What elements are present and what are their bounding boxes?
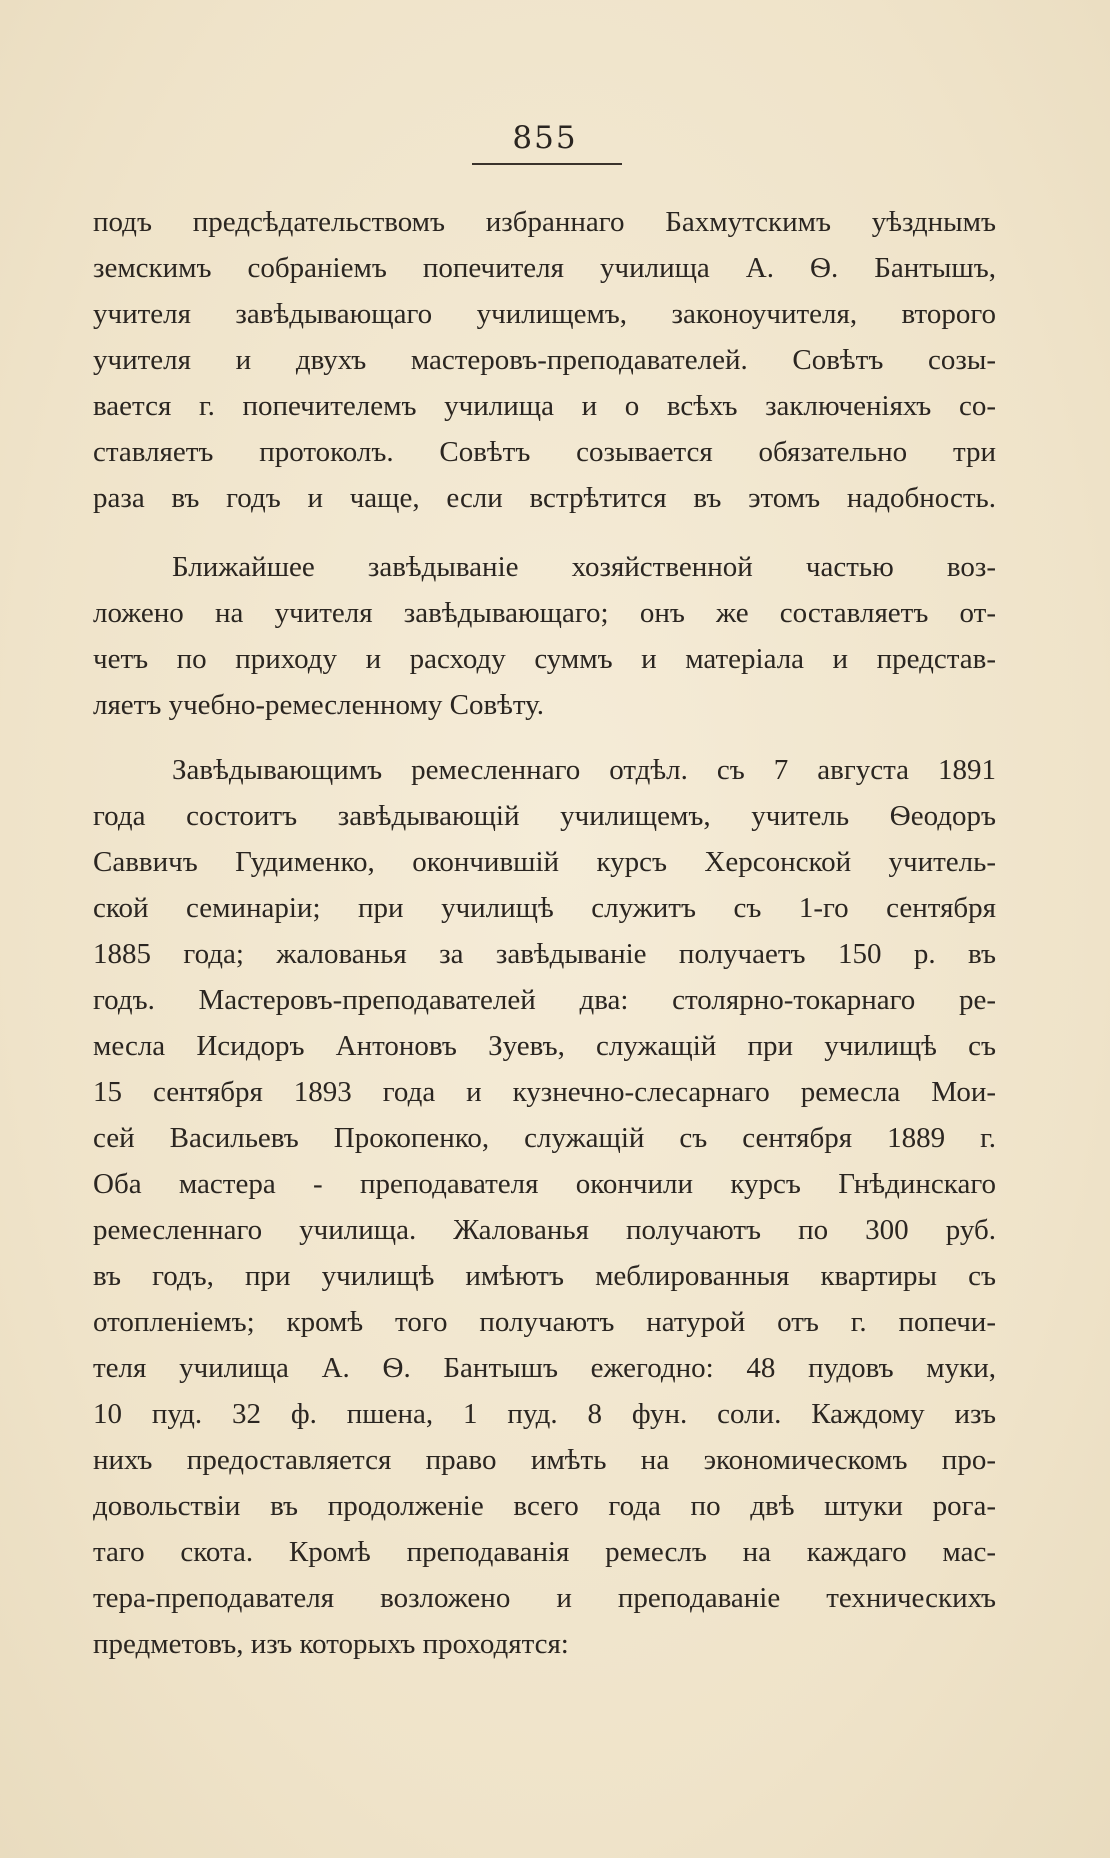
text-line: теля училища А. Ѳ. Бантышъ ежегодно: 48 пудовъ муки, [93, 1352, 996, 1384]
text-line: вается г. попечителемъ училища и о всѣхъ заключеніяхъ со- [93, 390, 996, 422]
text-line: довольствіи въ продолженіе всего года по двѣ штуки рога- [93, 1490, 996, 1522]
text-line: ложено на учителя завѣдывающаго; онъ же составляетъ от- [93, 597, 996, 629]
text-line: тера-преподавателя возложено и преподаваніе техническихъ [93, 1582, 996, 1614]
text-line: Ближайшее завѣдываніе хозяйственной частью воз- [172, 551, 996, 583]
text-line: года состоитъ завѣдывающій училищемъ, учитель Ѳеодоръ [93, 800, 996, 832]
text-line: предметовъ, изъ которыхъ проходятся: [93, 1628, 569, 1660]
header-rule [472, 163, 622, 165]
text-line: сей Васильевъ Прокопенко, служащій съ сентября 1889 г. [93, 1122, 996, 1154]
text-line: Завѣдывающимъ ремесленнаго отдѣл. съ 7 августа 1891 [172, 754, 996, 786]
text-line: месла Исидоръ Антоновъ Зуевъ, служащій при училищѣ съ [93, 1030, 996, 1062]
text-line: таго скота. Кромѣ преподаванія ремеслъ на каждаго мас- [93, 1536, 996, 1568]
text-line: учителя и двухъ мастеровъ-преподавателей. Совѣтъ созы- [93, 344, 996, 376]
text-line: нихъ предоставляется право имѣть на экономическомъ про- [93, 1444, 996, 1476]
text-line: четъ по приходу и расходу суммъ и матеріала и представ- [93, 643, 996, 675]
text-line: раза въ годъ и чаще, если встрѣтится въ этомъ надобность. [93, 482, 996, 514]
text-line: 10 пуд. 32 ф. пшена, 1 пуд. 8 фун. соли. Каждому изъ [93, 1398, 996, 1430]
text-line: земскимъ собраніемъ попечителя училища А. Ѳ. Бантышъ, [93, 252, 996, 284]
text-line: Саввичъ Гудименко, окончившій курсъ Херсонской учитель- [93, 846, 996, 878]
text-line: ставляетъ протоколъ. Совѣтъ созывается обязательно три [93, 436, 996, 468]
text-line: въ годъ, при училищѣ имѣютъ меблированныя квартиры съ [93, 1260, 996, 1292]
text-line: учителя завѣдывающаго училищемъ, законоучителя, второго [93, 298, 996, 330]
text-line: 1885 года; жалованья за завѣдываніе получаетъ 150 р. въ [93, 938, 996, 970]
text-line: Оба мастера - преподавателя окончили курсъ Гнѣдинскаго [93, 1168, 996, 1200]
text-line: ской семинаріи; при училищѣ служитъ съ 1-го сентября [93, 892, 996, 924]
text-line: годъ. Мастеровъ-преподавателей два: столярно-токарнаго ре- [93, 984, 996, 1016]
text-line: 15 сентября 1893 года и кузнечно-слесарнаго ремесла Мои- [93, 1076, 996, 1108]
text-line: ремесленнаго училища. Жалованья получаютъ по 300 руб. [93, 1214, 996, 1246]
text-line: отопленіемъ; кромѣ того получаютъ натурой отъ г. попечи- [93, 1306, 996, 1338]
text-line: подъ предсѣдательствомъ избраннаго Бахмутскимъ уѣзднымъ [93, 206, 996, 238]
page-number: 855 [512, 120, 578, 156]
text-line: ляетъ учебно-ремесленному Совѣту. [93, 689, 545, 721]
